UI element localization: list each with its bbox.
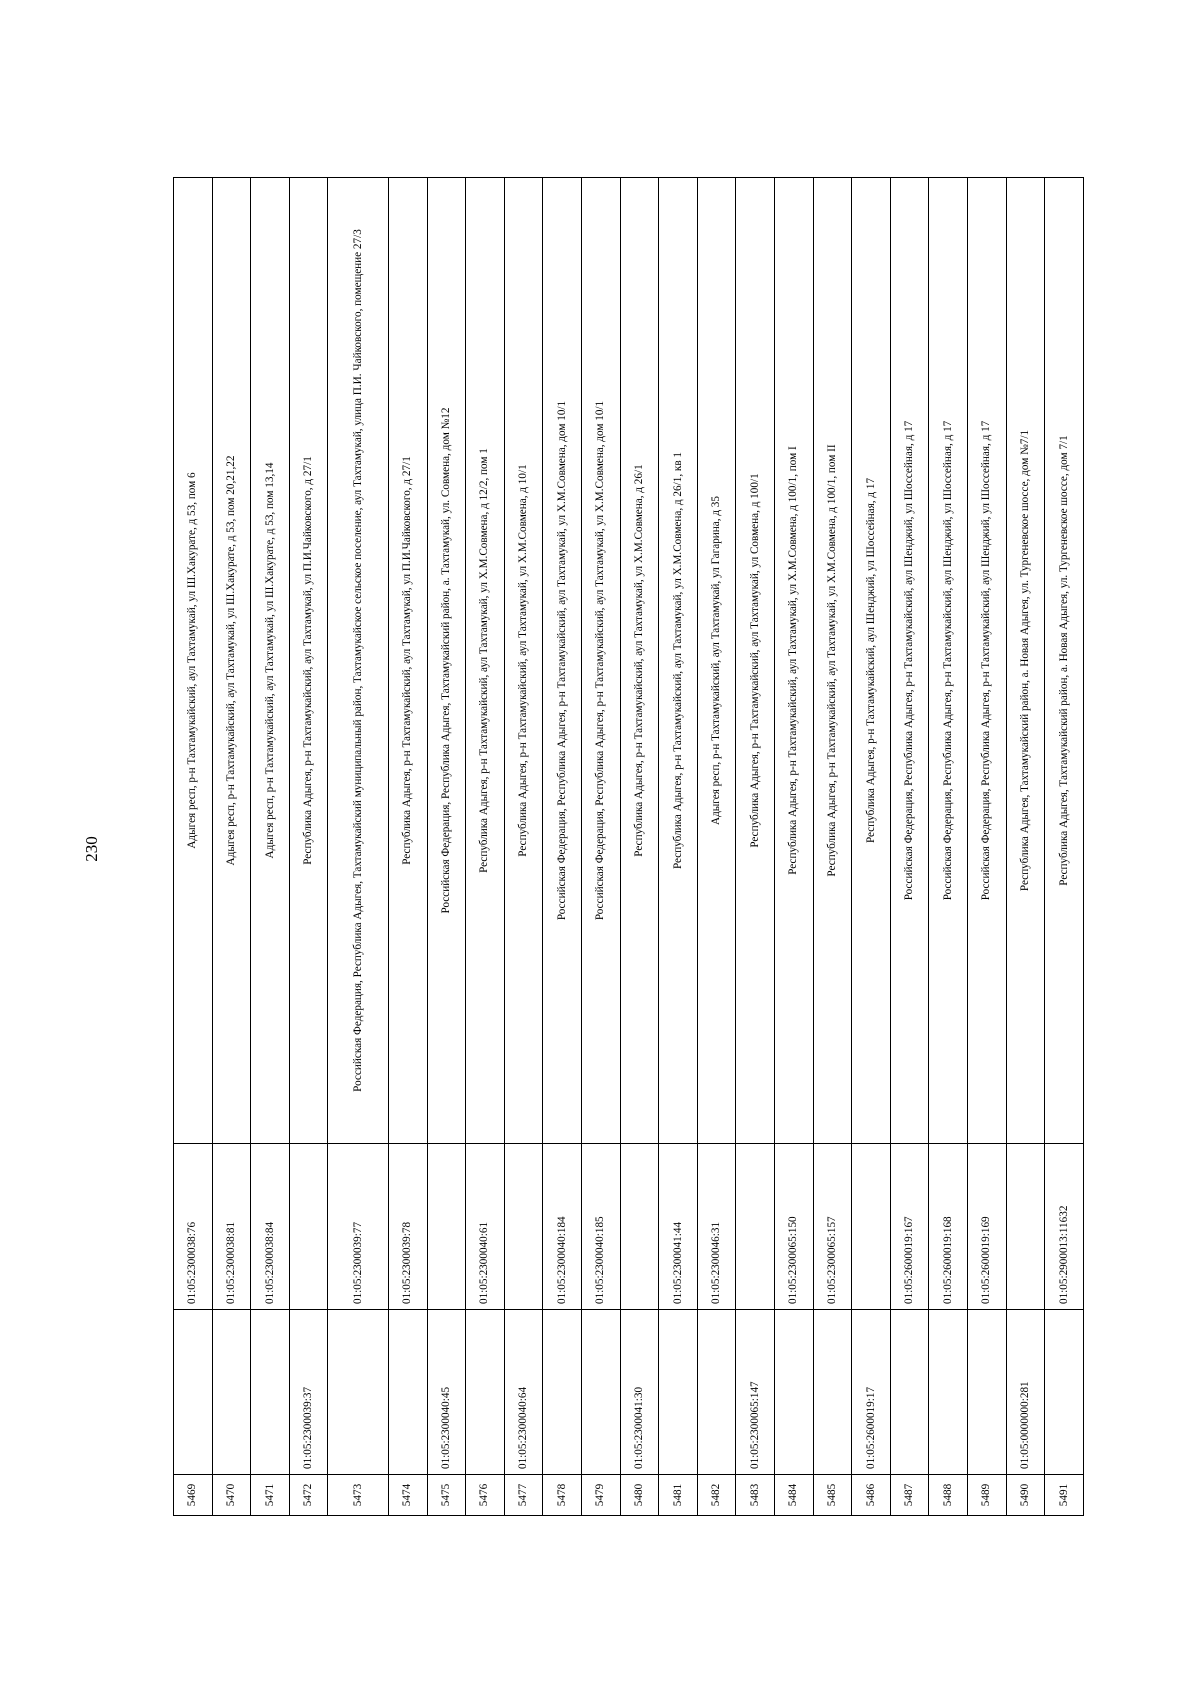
row-number: 5477: [504, 1475, 543, 1516]
address-cell: Республика Адыгея, р-н Тахтамукайский, аул Тахтамукай, ул П.И.Чайковского, д 27/1: [289, 178, 328, 1144]
address-cell: Российская Федерация, Республика Адыгея, Тахтамукайский муниципальный район, Тахтамукайское сельское поселение, аул Тахтамукай, улица П.И. Чайковского, помещение 27/3: [328, 178, 389, 1144]
cadastral-number-object: 01:05:2300041:44: [659, 1144, 698, 1310]
row-number: 5472: [289, 1475, 328, 1516]
address-cell: Республика Адыгея, р-н Тахтамукайский, аул Тахтамукай, ул Х.М.Совмена, д 12/2, пом 1: [466, 178, 505, 1144]
row-number: 5487: [890, 1475, 929, 1516]
row-number: 5489: [968, 1475, 1007, 1516]
cadastral-number-object: 01:05:2300038:84: [251, 1144, 290, 1310]
cadastral-number-parcel: 01:05:2300041:30: [620, 1310, 659, 1475]
table-row: [212, 178, 251, 1516]
row-number: 5479: [582, 1475, 621, 1516]
table-row: [328, 178, 389, 1516]
table-row: [427, 178, 466, 1516]
cadastral-number-parcel: [659, 1310, 698, 1475]
row-number: 5482: [697, 1475, 736, 1516]
row-number: 5474: [388, 1475, 427, 1516]
address-cell: Российская Федерация, Республика Адыгея, р-н Тахтамукайский, аул Тахтамукай, ул Х.М.Совмена, дом 10/1: [543, 178, 582, 1144]
row-number: 5484: [775, 1475, 814, 1516]
row-number: 5483: [736, 1475, 775, 1516]
address-cell: Российская Федерация, Республика Адыгея, р-н Тахтамукайский, аул Шенджий, ул Шоссейная, д 17: [929, 178, 968, 1144]
row-number: 5469: [174, 1475, 213, 1516]
cadastral-number-parcel: [890, 1310, 929, 1475]
table-row: [697, 178, 736, 1516]
table-row: [289, 178, 328, 1516]
cadastral-number-object: 01:05:2300046:31: [697, 1144, 736, 1310]
cadastral-number-parcel: [466, 1310, 505, 1475]
address-cell: Республика Адыгея, Тахтамукайский район, а. Новая Адыгея, ул. Тургеневское шоссе, дом 7/1: [1045, 178, 1084, 1144]
table-row: [736, 178, 775, 1516]
table-row: [659, 178, 698, 1516]
cadastral-number-object: [1006, 1144, 1045, 1310]
table-row: [775, 178, 814, 1516]
row-number: 5470: [212, 1475, 251, 1516]
cadastral-number-object: [620, 1144, 659, 1310]
cadastral-number-object: [736, 1144, 775, 1310]
cadastral-number-parcel: [328, 1310, 389, 1475]
registry-table-body: [174, 178, 1084, 1516]
table-row: [929, 178, 968, 1516]
cadastral-number-object: 01:05:2300039:78: [388, 1144, 427, 1310]
row-number: 5476: [466, 1475, 505, 1516]
cadastral-number-object: 01:05:2900013:11632: [1045, 1144, 1084, 1310]
registry-table-container: [173, 177, 1084, 1516]
cadastral-number-parcel: [251, 1310, 290, 1475]
cadastral-number-parcel: 01:05:2300040:45: [427, 1310, 466, 1475]
table-row: [466, 178, 505, 1516]
cadastral-number-parcel: [174, 1310, 213, 1475]
address-cell: Республика Адыгея, р-н Тахтамукайский, аул Шенджий, ул Шоссейная, д 17: [852, 178, 891, 1144]
address-cell: Российская Федерация, Республика Адыгея, Тахтамукайский район, а. Тахтамукай, ул. Совмена, дом №12: [427, 178, 466, 1144]
cadastral-number-object: 01:05:2300065:150: [775, 1144, 814, 1310]
address-cell: Республика Адыгея, Тахтамукайский район, а. Новая Адыгея, ул. Тургеневское шоссе, дом №7/1: [1006, 178, 1045, 1144]
row-number: 5478: [543, 1475, 582, 1516]
table-row: [890, 178, 929, 1516]
row-number: 5481: [659, 1475, 698, 1516]
cadastral-number-object: 01:05:2300040:184: [543, 1144, 582, 1310]
address-cell: Российская Федерация, Республика Адыгея, р-н Тахтамукайский, аул Шенджий, ул Шоссейная, д 17: [968, 178, 1007, 1144]
row-number: 5475: [427, 1475, 466, 1516]
cadastral-number-parcel: [388, 1310, 427, 1475]
table-row: [504, 178, 543, 1516]
address-cell: Адыгея респ, р-н Тахтамукайский, аул Тахтамукай, ул Гагарина, д 35: [697, 178, 736, 1144]
cadastral-number-object: 01:05:2600019:169: [968, 1144, 1007, 1310]
cadastral-number-object: 01:05:2600019:168: [929, 1144, 968, 1310]
table-row: [813, 178, 852, 1516]
row-number: 5480: [620, 1475, 659, 1516]
row-number: 5491: [1045, 1475, 1084, 1516]
address-cell: Адыгея респ, р-н Тахтамукайский, аул Тахтамукай, ул Ш.Хакурате, д 53, пом 6: [174, 178, 213, 1144]
address-cell: Республика Адыгея, р-н Тахтамукайский, аул Тахтамукай, ул Х.М.Совмена, д 26/1: [620, 178, 659, 1144]
row-number: 5485: [813, 1475, 852, 1516]
address-cell: Адыгея респ, р-н Тахтамукайский, аул Тахтамукай, ул Ш.Хакурате, д 53, пом 13,14: [251, 178, 290, 1144]
cadastral-number-parcel: [212, 1310, 251, 1475]
address-cell: Республика Адыгея, р-н Тахтамукайский, аул Тахтамукай, ул Х.М.Совмена, д 26/1, кв 1: [659, 178, 698, 1144]
address-cell: Адыгея респ, р-н Тахтамукайский, аул Тахтамукай, ул Ш.Хакурате, д 53, пом 20,21,22: [212, 178, 251, 1144]
address-cell: Республика Адыгея, р-н Тахтамукайский, аул Тахтамукай, ул Х.М.Совмена, д 100/1, пом II: [813, 178, 852, 1144]
cadastral-number-parcel: [1045, 1310, 1084, 1475]
address-cell: Республика Адыгея, р-н Тахтамукайский, аул Тахтамукай, ул Совмена, д 100/1: [736, 178, 775, 1144]
table-row: [968, 178, 1007, 1516]
cadastral-number-parcel: 01:05:2300039:37: [289, 1310, 328, 1475]
cadastral-number-parcel: [968, 1310, 1007, 1475]
table-row: [620, 178, 659, 1516]
table-row: [852, 178, 891, 1516]
cadastral-number-parcel: 01:05:2300040:64: [504, 1310, 543, 1475]
table-row: [1045, 178, 1084, 1516]
row-number: 5490: [1006, 1475, 1045, 1516]
table-row: [1006, 178, 1045, 1516]
cadastral-number-object: 01:05:2300039:77: [328, 1144, 389, 1310]
cadastral-number-parcel: [775, 1310, 814, 1475]
cadastral-number-parcel: [543, 1310, 582, 1475]
cadastral-number-object: 01:05:2300038:76: [174, 1144, 213, 1310]
registry-table: [173, 177, 1084, 1516]
address-cell: Республика Адыгея, р-н Тахтамукайский, аул Тахтамукай, ул Х.М.Совмена, д 10/1: [504, 178, 543, 1144]
cadastral-number-parcel: [697, 1310, 736, 1475]
cadastral-number-object: 01:05:2600019:167: [890, 1144, 929, 1310]
table-row: [543, 178, 582, 1516]
address-cell: Российская Федерация, Республика Адыгея, р-н Тахтамукайский, аул Тахтамукай, ул Х.М.Совмена, дом 10/1: [582, 178, 621, 1144]
cadastral-number-parcel: 01:05:2300065:147: [736, 1310, 775, 1475]
cadastral-number-object: [504, 1144, 543, 1310]
cadastral-number-parcel: [813, 1310, 852, 1475]
table-row: [174, 178, 213, 1516]
table-row: [251, 178, 290, 1516]
row-number: 5488: [929, 1475, 968, 1516]
address-cell: Республика Адыгея, р-н Тахтамукайский, аул Тахтамукай, ул Х.М.Совмена, д 100/1, пом I: [775, 178, 814, 1144]
cadastral-number-parcel: 01:05:2600019:17: [852, 1310, 891, 1475]
cadastral-number-parcel: [929, 1310, 968, 1475]
cadastral-number-object: 01:05:2300065:157: [813, 1144, 852, 1310]
cadastral-number-object: [289, 1144, 328, 1310]
cadastral-number-object: 01:05:2300040:61: [466, 1144, 505, 1310]
address-cell: Республика Адыгея, р-н Тахтамукайский, аул Тахтамукай, ул П.И.Чайковского, д 27/1: [388, 178, 427, 1144]
cadastral-number-object: 01:05:2300038:81: [212, 1144, 251, 1310]
page-number: 230: [82, 836, 101, 862]
cadastral-number-parcel: 01:05:0000000:281: [1006, 1310, 1045, 1475]
address-cell: Российская Федерация, Республика Адыгея, р-н Тахтамукайский, аул Шенджий, ул Шоссейная, д 17: [890, 178, 929, 1144]
row-number: 5473: [328, 1475, 389, 1516]
table-row: [388, 178, 427, 1516]
row-number: 5486: [852, 1475, 891, 1516]
row-number: 5471: [251, 1475, 290, 1516]
cadastral-number-object: 01:05:2300040:185: [582, 1144, 621, 1310]
cadastral-number-object: [852, 1144, 891, 1310]
table-row: [582, 178, 621, 1516]
cadastral-number-object: [427, 1144, 466, 1310]
cadastral-number-parcel: [582, 1310, 621, 1475]
